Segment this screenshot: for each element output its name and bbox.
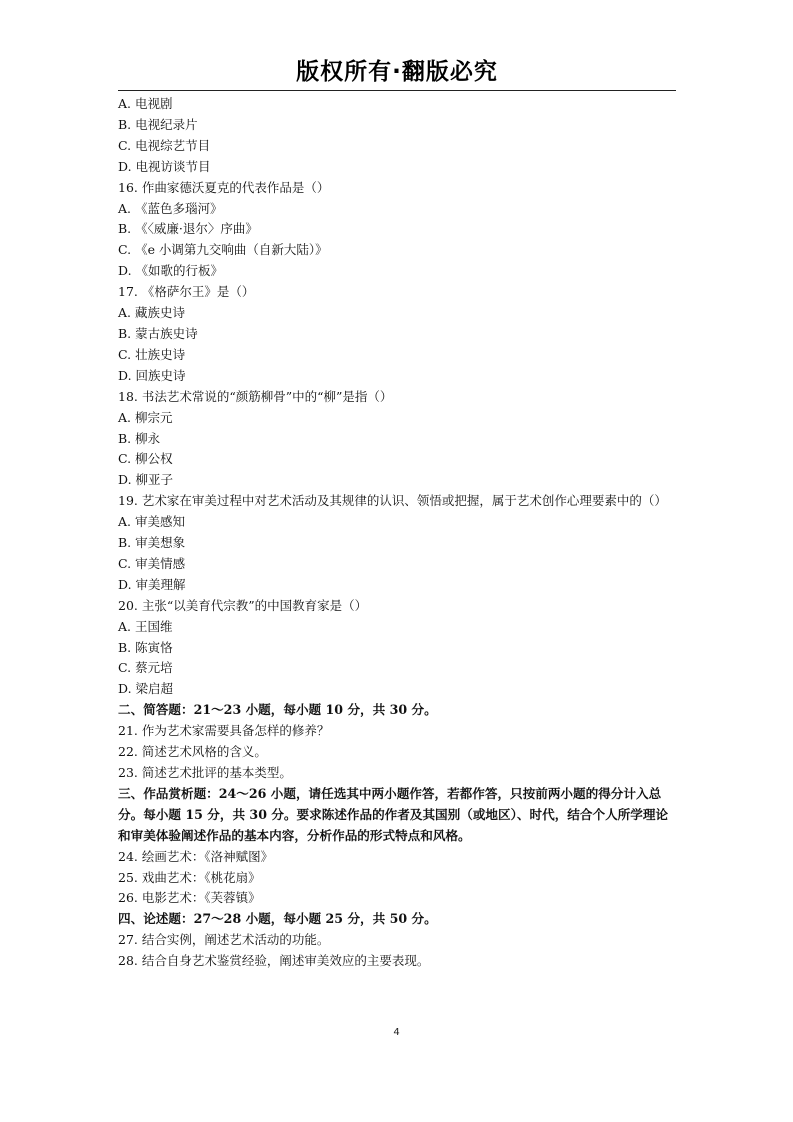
question-21: 21. 作为艺术家需要具备怎样的修养？ <box>118 723 330 739</box>
section-heading-essay: 四、论述题：27～28 小题，每小题 25 分，共 50 分。 <box>118 911 437 927</box>
option-line: B. 电视纪录片 <box>118 116 198 132</box>
option-line: A. 柳宗元 <box>118 409 173 425</box>
question-17: 17. 《格萨尔王》是（） <box>118 284 255 300</box>
option-line: D. 《如歌的行板》 <box>118 263 224 279</box>
option-line: D. 审美理解 <box>118 576 186 592</box>
page-number: 4 <box>393 1027 400 1038</box>
option-line: D. 柳亚子 <box>118 472 174 488</box>
option-line: B. 陈寅恪 <box>118 639 173 655</box>
option-line: D. 回族史诗 <box>118 367 186 383</box>
option-line: D. 梁启超 <box>118 681 174 697</box>
question-26: 26. 电影艺术：《芙蓉镇》 <box>118 890 261 906</box>
option-line: C. 柳公权 <box>118 451 173 467</box>
section-heading-appreciation: 三、作品赏析题：24～26 小题，请任选其中两小题作答，若都作答，只按前两小题的得分计入总分。每小题 15 分，共 30 分。要求陈述作品的作者及其国别（或地区）、时代，结合个人所学理论和审美体验阐述作品的基本内容，分析作品的形式特点和风格。 <box>118 785 669 843</box>
page-header <box>118 55 676 91</box>
option-line: C. 《e 小调第九交响曲（自新大陆）》 <box>118 242 328 258</box>
question-16: 16. 作曲家德沃夏克的代表作品是（） <box>118 179 330 195</box>
question-18: 18. 书法艺术常说的“颜筋柳骨”中的“柳”是指（） <box>118 388 393 404</box>
document-body <box>118 94 676 972</box>
option-line: A. 审美感知 <box>118 514 185 530</box>
option-line: A. 电视剧 <box>118 96 173 111</box>
option-line: B. 《〈威廉·退尔〉序曲》 <box>118 221 258 237</box>
question-22: 22. 简述艺术风格的含义。 <box>118 744 267 760</box>
question-20: 20. 主张“以美育代宗教”的中国教育家是（） <box>118 597 368 613</box>
option-line: A. 《蓝色多瑙河》 <box>118 200 223 216</box>
option-line: D. 电视访谈节目 <box>118 158 211 174</box>
question-28: 28. 结合自身艺术鉴赏经验，阐述审美效应的主要表现。 <box>118 953 430 969</box>
option-line: C. 审美情感 <box>118 555 186 571</box>
option-line: A. 王国维 <box>118 618 173 634</box>
section-heading-short-answer: 二、简答题：21～23 小题，每小题 10 分，共 30 分。 <box>118 702 437 718</box>
question-24: 24. 绘画艺术：《洛神赋图》 <box>118 848 274 864</box>
option-line: C. 壮族史诗 <box>118 346 186 362</box>
option-line: B. 蒙古族史诗 <box>118 325 198 341</box>
option-line: B. 审美想象 <box>118 535 186 551</box>
option-line: B. 柳永 <box>118 430 161 446</box>
question-25: 25. 戏曲艺术：《桃花扇》 <box>118 869 261 885</box>
option-line: A. 藏族史诗 <box>118 305 185 321</box>
option-line: C. 电视综艺节目 <box>118 137 211 153</box>
option-line: C. 蔡元培 <box>118 660 173 676</box>
question-19: 19. 艺术家在审美过程中对艺术活动及其规律的认识、领悟或把握，属于艺术创作心理要素中的（） <box>118 493 667 509</box>
header-title: 版权所有·翻版必究 <box>296 59 498 85</box>
question-23: 23. 简述艺术批评的基本类型。 <box>118 765 292 780</box>
question-27: 27. 结合实例，阐述艺术活动的功能。 <box>118 932 330 948</box>
